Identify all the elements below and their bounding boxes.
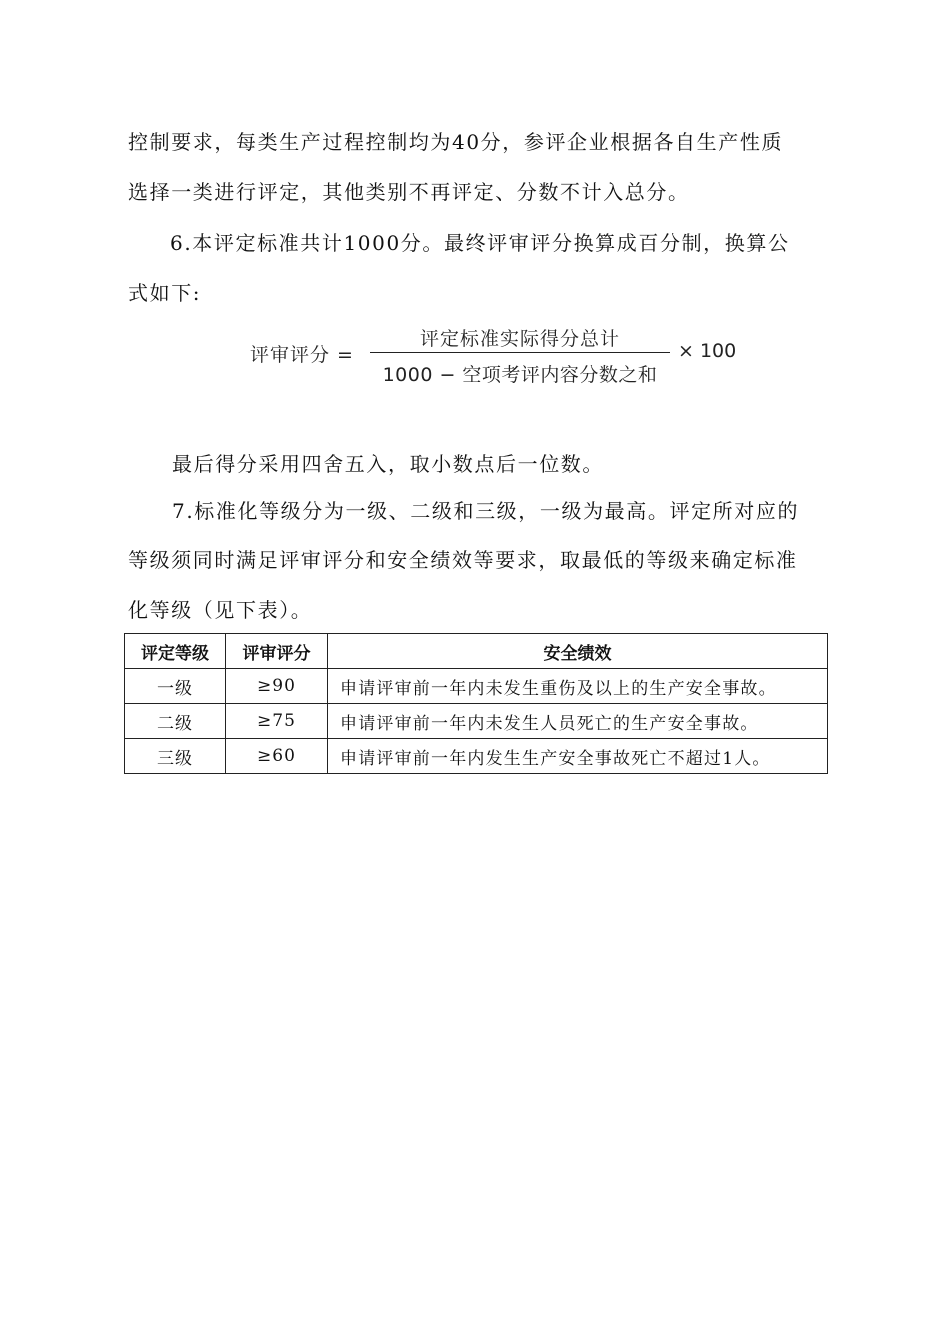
paragraph-line: 6.本评定标准共计1000分。最终评审评分换算成百分制，换算公 (170, 231, 790, 255)
header-grade: 评定等级 (125, 634, 226, 669)
table-row (125, 739, 828, 774)
cell-grade: 二级 (125, 704, 226, 739)
cell-score: ≥60 (226, 739, 328, 774)
paragraph-line: 式如下: (128, 281, 202, 305)
paragraph-line: 选择一类进行评定，其他类别不再评定、分数不计入总分。 (128, 180, 690, 204)
paragraph-line: 7.标准化等级分为一级、二级和三级，一级为最高。评定所对应的 (172, 499, 800, 523)
table-row (125, 669, 828, 704)
cell-score: ≥90 (226, 669, 328, 704)
formula-fraction (370, 322, 922, 392)
paragraph-line: 等级须同时满足评审评分和安全绩效等要求，取最低的等级来确定标准 (128, 548, 798, 572)
cell-score: ≥75 (226, 704, 328, 739)
formula-lhs: 评审评分 = (250, 344, 354, 366)
paragraph-line: 化等级（见下表）。 (128, 598, 313, 622)
table-row (125, 704, 828, 739)
formula-numerator: 评定标准实际得分总计 (419, 328, 620, 350)
cell-grade: 一级 (125, 669, 226, 704)
cell-safety: 申请评审前一年内未发生重伤及以上的生产安全事故。 (328, 669, 828, 704)
paragraph-line: 控制要求，每类生产过程控制均为40分，参评企业根据各自生产性质 (128, 130, 784, 154)
formula-denominator: 1000 − 空项考评内容分数之和 (382, 364, 658, 386)
grade-table (124, 633, 828, 774)
cell-safety: 申请评审前一年内未发生人员死亡的生产安全事故。 (328, 704, 828, 739)
paragraph-line: 最后得分采用四舍五入，取小数点后一位数。 (172, 452, 604, 476)
header-score: 评审评分 (226, 634, 328, 669)
table-header-row (125, 634, 828, 669)
header-safety-performance: 安全绩效 (328, 634, 828, 669)
formula-rhs: × 100 (678, 340, 737, 362)
score-formula (250, 322, 750, 392)
cell-grade: 三级 (125, 739, 226, 774)
cell-safety: 申请评审前一年内发生生产安全事故死亡不超过1人。 (328, 739, 828, 774)
formula-fraction-bar (370, 352, 670, 353)
